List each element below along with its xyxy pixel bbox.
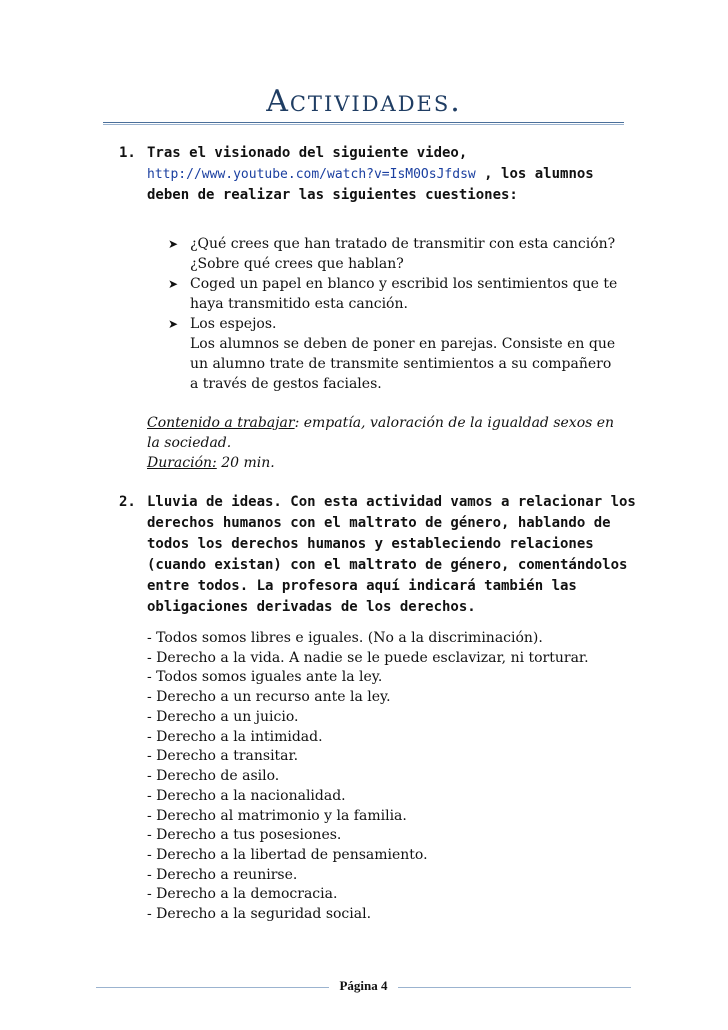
item-2-line: derechos humanos con el maltrato de género, hablando de	[147, 515, 611, 531]
right-item: - Derecho a la intimidad.	[147, 729, 323, 745]
right-item: - Derecho a la democracia.	[147, 886, 338, 902]
bullet-1-line-2: ¿Sobre qué crees que hablan?	[190, 256, 404, 272]
right-item: - Derecho a la nacionalidad.	[147, 788, 346, 804]
title-divider	[103, 122, 624, 123]
title-divider-shadow	[103, 124, 624, 125]
item-1-line-1: Tras el visionado del siguiente video,	[147, 145, 468, 161]
right-item: - Derecho a reunirse.	[147, 867, 298, 883]
bullet-3-line-3: un alumno trate de transmite sentimientos a su compañero	[190, 356, 612, 372]
duracion-value: 20 min.	[216, 455, 275, 471]
right-item: - Derecho al matrimonio y la familia.	[147, 808, 407, 824]
contenido-label: Contenido a trabajar	[147, 415, 295, 431]
contenido-text: : empatía, valoración de la igualdad sexos en	[294, 415, 615, 431]
right-item: - Todos somos iguales ante la ley.	[147, 669, 383, 685]
item-2-line: (cuando existan) con el maltrato de género, comentándolos	[147, 557, 628, 573]
contenido-line-1	[147, 413, 614, 433]
page-number: Página 4	[339, 978, 388, 993]
bullet-3-line-1: Los espejos.	[190, 316, 277, 332]
right-item: - Derecho a la libertad de pensamiento.	[147, 847, 428, 863]
right-item: - Derecho a un recurso ante la ley.	[147, 689, 391, 705]
right-item: - Derecho a tus posesiones.	[147, 827, 342, 843]
arrow-bullet-icon: ➤	[168, 237, 179, 251]
arrow-bullet-icon: ➤	[168, 317, 179, 331]
item-2-line: obligaciones derivadas de los derechos.	[147, 599, 476, 615]
arrow-bullet-icon: ➤	[168, 277, 179, 291]
item-1-line-2-rest: , los alumnos	[475, 166, 594, 182]
item-2-line: entre todos. La profesora aquí indicará también las	[147, 578, 577, 594]
bullet-1-line-1: ¿Qué crees que han tratado de transmitir con esta canción?	[190, 236, 616, 252]
item-1-number: 1.	[119, 145, 136, 161]
item-1-line-3: deben de realizar las siguientes cuestiones:	[147, 187, 518, 203]
item-2-line: Lluvia de ideas. Con esta actividad vamos a relacionar los	[147, 494, 636, 510]
footer-divider-left	[96, 987, 329, 988]
bullet-3-line-4: a través de gestos faciales.	[190, 376, 382, 392]
video-link[interactable]: http://www.youtube.com/watch?v=IsM0OsJfdsw	[147, 167, 476, 182]
right-item: - Derecho a la seguridad social.	[147, 906, 372, 922]
right-item: - Derecho a un juicio.	[147, 709, 299, 725]
bullet-2-line-1: Coged un papel en blanco y escribid los sentimientos que te	[190, 276, 618, 292]
item-2-number: 2.	[119, 494, 136, 510]
bullet-3-line-2: Los alumnos se deben de poner en parejas. Consiste en que	[190, 336, 616, 352]
page-title: Actividades.	[266, 84, 462, 119]
item-2-line: todos los derechos humanos y estableciendo relaciones	[147, 536, 594, 552]
duracion-line	[147, 453, 275, 473]
footer-divider-right	[398, 987, 631, 988]
contenido-line-2: la sociedad.	[147, 435, 232, 451]
right-item: - Todos somos libres e iguales. (No a la discriminación).	[147, 630, 543, 646]
duracion-label: Duración:	[147, 455, 217, 471]
right-item: - Derecho a la vida. A nadie se le puede esclavizar, ni torturar.	[147, 650, 589, 666]
right-item: - Derecho a transitar.	[147, 748, 299, 764]
right-item: - Derecho de asilo.	[147, 768, 280, 784]
item-1-line-2	[147, 164, 594, 185]
bullet-2-line-2: haya transmitido esta canción.	[190, 296, 408, 312]
